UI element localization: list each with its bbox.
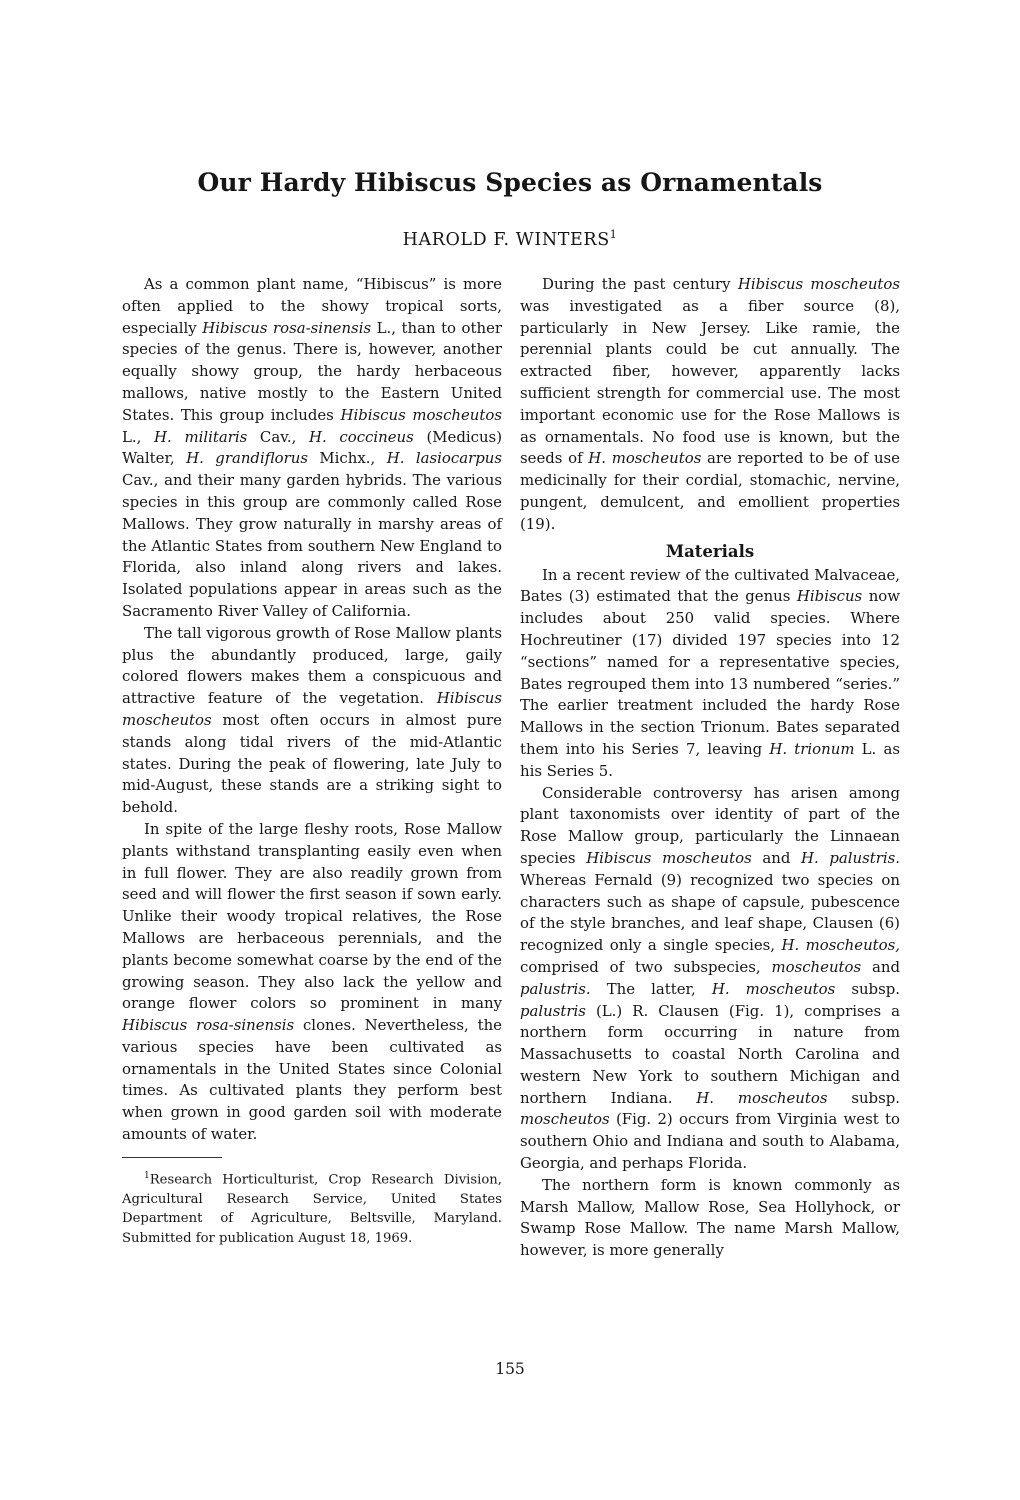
italic-text: H. moscheutos xyxy=(588,449,702,468)
italic-text: Hibiscus moscheutos xyxy=(122,689,502,729)
page-number: 155 xyxy=(495,1360,525,1378)
italic-text: H. lasiocarpus xyxy=(386,449,502,468)
italic-text: Hibiscus rosa-sinensis xyxy=(202,318,372,337)
italic-text: Hibiscus moscheutos xyxy=(586,848,752,867)
paragraph: The tall vigorous growth of Rose Mallow plants plus the abundantly produced, large, gaily colored flowers makes them a conspicuous and attractive feature of the vegetation. Hibiscus moscheutos most often occurs in almost pure stands along tidal rivers of the mid-Atlantic states. During the peak of flowering, late July to mid-August, these stands are a striking sight to behold. xyxy=(122,623,502,817)
italic-text: palustris. xyxy=(520,979,591,998)
footnote-text: Research Horticulturist, Crop Research Division, Agricultural Research Service, United States Department of Agriculture, Beltsville, Maryland. Submitted for publication August 18, 1969. xyxy=(122,1172,502,1246)
left-column xyxy=(122,274,502,1248)
italic-text: moscheutos xyxy=(520,1110,610,1129)
italic-text: Hibiscus moscheutos xyxy=(737,275,901,293)
paragraph: Considerable controversy has arisen among plant taxonomists over identity of part of the Rose Mallow group, particularly the Linnaean species Hibiscus moscheutos and H. palustris. Whereas Fernald (9) recognized two species on characters such as shape of capsule, pubescence of the style branches, and leaf shape, Clausen (6) recognized only a single species, H. moscheutos, comprised of two subspecies, moscheutos and palustris. The latter, H. moscheutos subsp. palustris (L.) R. Clausen (Fig. 1), comprises a northern form occurring in nature from Massachusetts to coastal North Carolina and western New York to southern Michigan and northern Indiana. H. moscheutos subsp. moscheutos (Fig. 2) occurs from Virginia west to southern Ohio and Indiana and south to Alabama, Georgia, and perhaps Florida. xyxy=(520,783,901,1173)
paragraph: As a common plant name, “Hibiscus” is more often applied to the showy tropical sorts, especially Hibiscus rosa-sinensis L., than to other species of the genus. There is, however, another equally showy group, the hardy herbaceous mallows, native mostly to the Eastern United States. This group includes Hibiscus moscheutos L., H. militaris Cav., H. coccineus (Medicus) Walter, H. grandiflorus Michx., H. lasiocarpus Cav., and their many garden hybrids. The various species in this group are commonly called Rose Mallows. They grow naturally in marshy areas of the Atlantic States from southern New England to Florida, also inland along rivers and lakes. Isolated populations appear in areas such as the Sacramento River Valley of California. xyxy=(122,275,503,620)
section-heading: Materials xyxy=(665,541,755,561)
paragraph: During the past century Hibiscus moscheutos was investigated as a fiber source (8), particularly in New Jersey. Like ramie, the perennial plants could be cut annually. The extracted fiber, however, apparently lacks sufficient strength for commercial use. The most important economic use for the Rose Mallows is as ornamentals. No food use is known, but the seeds of H. moscheutos are reported to be of use medicinally for their cordial, stomachic, nervine, pungent, demulcent, and emollient properties (19). xyxy=(520,275,901,533)
italic-text: H. palustris. xyxy=(801,848,901,867)
author-name: HAROLD F. WINTERS xyxy=(402,229,610,250)
italic-text: H. moscheutos, xyxy=(781,936,900,955)
footnote xyxy=(122,1167,502,1248)
italic-text: H. moscheutos xyxy=(696,1088,828,1107)
italic-text: Hibiscus moscheutos xyxy=(340,405,502,424)
italic-text: H. moscheutos xyxy=(711,979,836,998)
italic-text: H. militaris xyxy=(154,427,248,446)
author-line xyxy=(0,228,1020,250)
italic-text: moscheutos xyxy=(771,957,862,976)
paragraph: In spite of the large fleshy roots, Rose Mallow plants withstand transplanting easily even when in full flower. They are also readily grown from seed and will flower the first season if sown early. Unlike their woody tropical relatives, the Rose Mallows are herbaceous perennials, and the plants become somewhat coarse by the end of the growing season. They also lack the yellow and orange flower colors so prominent in many Hibiscus rosa-sinensis clones. Nevertheless, the various species have been cultivated as ornamentals in the United States since Colonial times. As cultivated plants they perform best when grown in good garden soil with moderate amounts of water. xyxy=(122,819,502,1144)
italic-text: H. trionum xyxy=(769,739,855,758)
italic-text: H. coccineus xyxy=(309,427,414,446)
footnote-mark: 1 xyxy=(144,1170,150,1181)
paragraph: In a recent review of the cultivated Malvaceae, Bates (3) estimated that the genus Hibiscus now includes about 250 valid species. Where Hochreutiner (17) divided 197 species into 12 “sections” named for a representative species, Bates regrouped them into 13 numbered “series.” The earlier treatment included the hardy Rose Mallows in the section Trionum. Bates separated them into his Series 7, leaving H. trionum L. as his Series 5. xyxy=(520,565,900,780)
right-column xyxy=(520,274,900,1262)
italic-text: palustris xyxy=(520,1001,586,1020)
italic-text: Hibiscus xyxy=(796,587,863,606)
article-title: Our Hardy Hibiscus Species as Ornamentals xyxy=(197,168,823,197)
italic-text: Hibiscus rosa-sinensis xyxy=(122,1016,295,1035)
italic-text: H. grandiflorus xyxy=(186,449,308,468)
footnote-divider xyxy=(122,1157,222,1158)
author-footnote-mark: 1 xyxy=(609,228,618,241)
paragraph: The northern form is known commonly as Marsh Mallow, Mallow Rose, Sea Hollyhock, or Swamp Rose Mallow. The name Marsh Mallow, however, is more generally xyxy=(520,1175,900,1260)
